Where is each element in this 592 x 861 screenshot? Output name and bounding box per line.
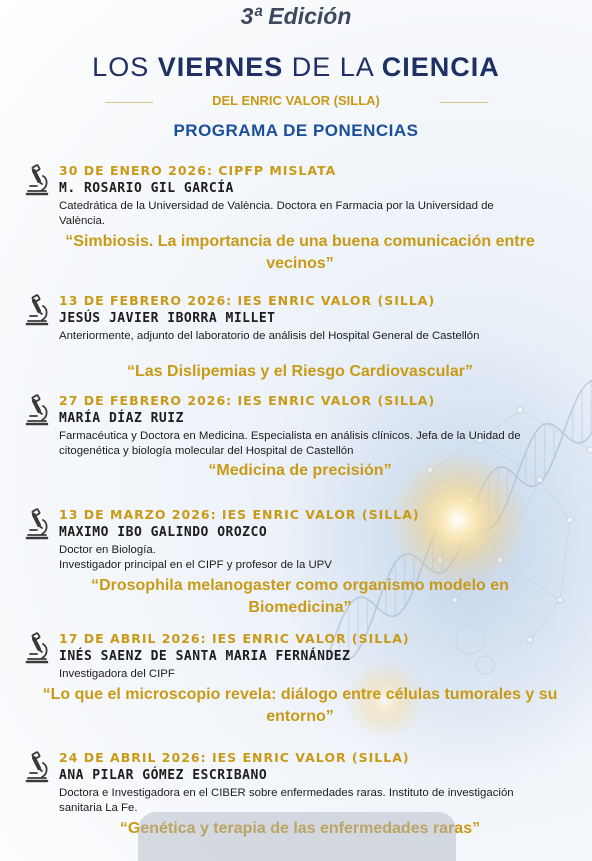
talk-title: “Lo que el microscopio revela: diálogo entre células tumorales y su entorno”	[42, 686, 558, 725]
event-title-part: DE LA	[283, 52, 382, 82]
bottom-overlay-bar	[138, 812, 456, 861]
microscope-icon	[24, 632, 50, 664]
talk-title: “Medicina de precisión”	[208, 462, 392, 479]
talk-date: 24 DE ABRIL 2026: IES ENRIC VALOR (SILLA)	[59, 750, 410, 765]
talk-description: Farmacéutica y Doctora en Medicina. Especialista en análisis clínicos. Jefa de la Unidad de citogenética y biología molecular del Hospital de Castellón	[59, 430, 521, 457]
talk-description	[59, 543, 529, 573]
talk-description-line: Doctor en Biología.	[59, 544, 156, 556]
microscope-icon	[24, 751, 50, 783]
talk-title: “Las Dislipemias y el Riesgo Cardiovascular”	[127, 363, 473, 380]
event-title-part: CIENCIA	[381, 52, 500, 82]
talk-description-line: Investigador principal en el CIPF y profesor de la UPV	[59, 559, 332, 571]
program-heading: PROGRAMA DE PONENCIAS	[173, 121, 419, 140]
talk-speaker: JESÚS JAVIER IBORRA MILLET	[59, 311, 276, 326]
edition-label: 3ª Edición	[240, 3, 352, 29]
event-title	[0, 52, 592, 83]
talk-date: 17 DE ABRIL 2026: IES ENRIC VALOR (SILLA)	[59, 631, 410, 646]
talk-description: Doctora e Investigadora en el CIBER sobre enfermedades raras. Instituto de investigación sanitaria La Fe.	[59, 787, 514, 814]
talk-speaker: INÉS SAENZ DE SANTA MARIA FERNÁNDEZ	[59, 649, 351, 664]
talk-description: Investigadora del CIPF	[59, 668, 175, 680]
microscope-icon	[24, 294, 50, 326]
talk-speaker: ANA PILAR GÓMEZ ESCRIBANO	[59, 768, 268, 783]
talk-title: “Simbiosis. La importancia de una buena comunicación entre vecinos”	[65, 233, 535, 272]
event-title-part: VIERNES	[157, 52, 284, 82]
subtitle-divider-right	[440, 102, 488, 103]
microscope-icon	[24, 164, 50, 196]
talk-speaker: MAXIMO IBO GALINDO OROZCO	[59, 525, 268, 540]
talk-date: 30 DE ENERO 2026: CIPFP MISLATA	[59, 163, 337, 178]
microscope-icon	[24, 394, 50, 426]
talk-title: “Drosophila melanogaster como organismo modelo en Biomedicina”	[91, 577, 509, 616]
talk-description: Catedrática de la Universidad de València. Doctora en Farmacia por la Universidad de València.	[59, 200, 494, 227]
event-subtitle: DEL ENRIC VALOR (SILLA)	[212, 93, 380, 108]
microscope-icon	[24, 508, 50, 540]
talk-date: 13 DE MARZO 2026: IES ENRIC VALOR (SILLA)	[59, 507, 420, 522]
talk-date: 27 DE FEBRERO 2026: IES ENRIC VALOR (SILLA)	[59, 393, 436, 408]
event-title-part: LOS	[92, 52, 158, 82]
talk-title: “Genética y terapia de las enfermedades raras”	[119, 820, 481, 837]
talk-date: 13 DE FEBRERO 2026: IES ENRIC VALOR (SILLA)	[59, 293, 436, 308]
talk-speaker: MARÍA DÍAZ RUIZ	[59, 411, 184, 426]
talk-description: Anteriormente, adjunto del laboratorio de análisis del Hospital General de Castellón	[59, 330, 480, 342]
talk-speaker: M. ROSARIO GIL GARCÍA	[59, 181, 234, 196]
